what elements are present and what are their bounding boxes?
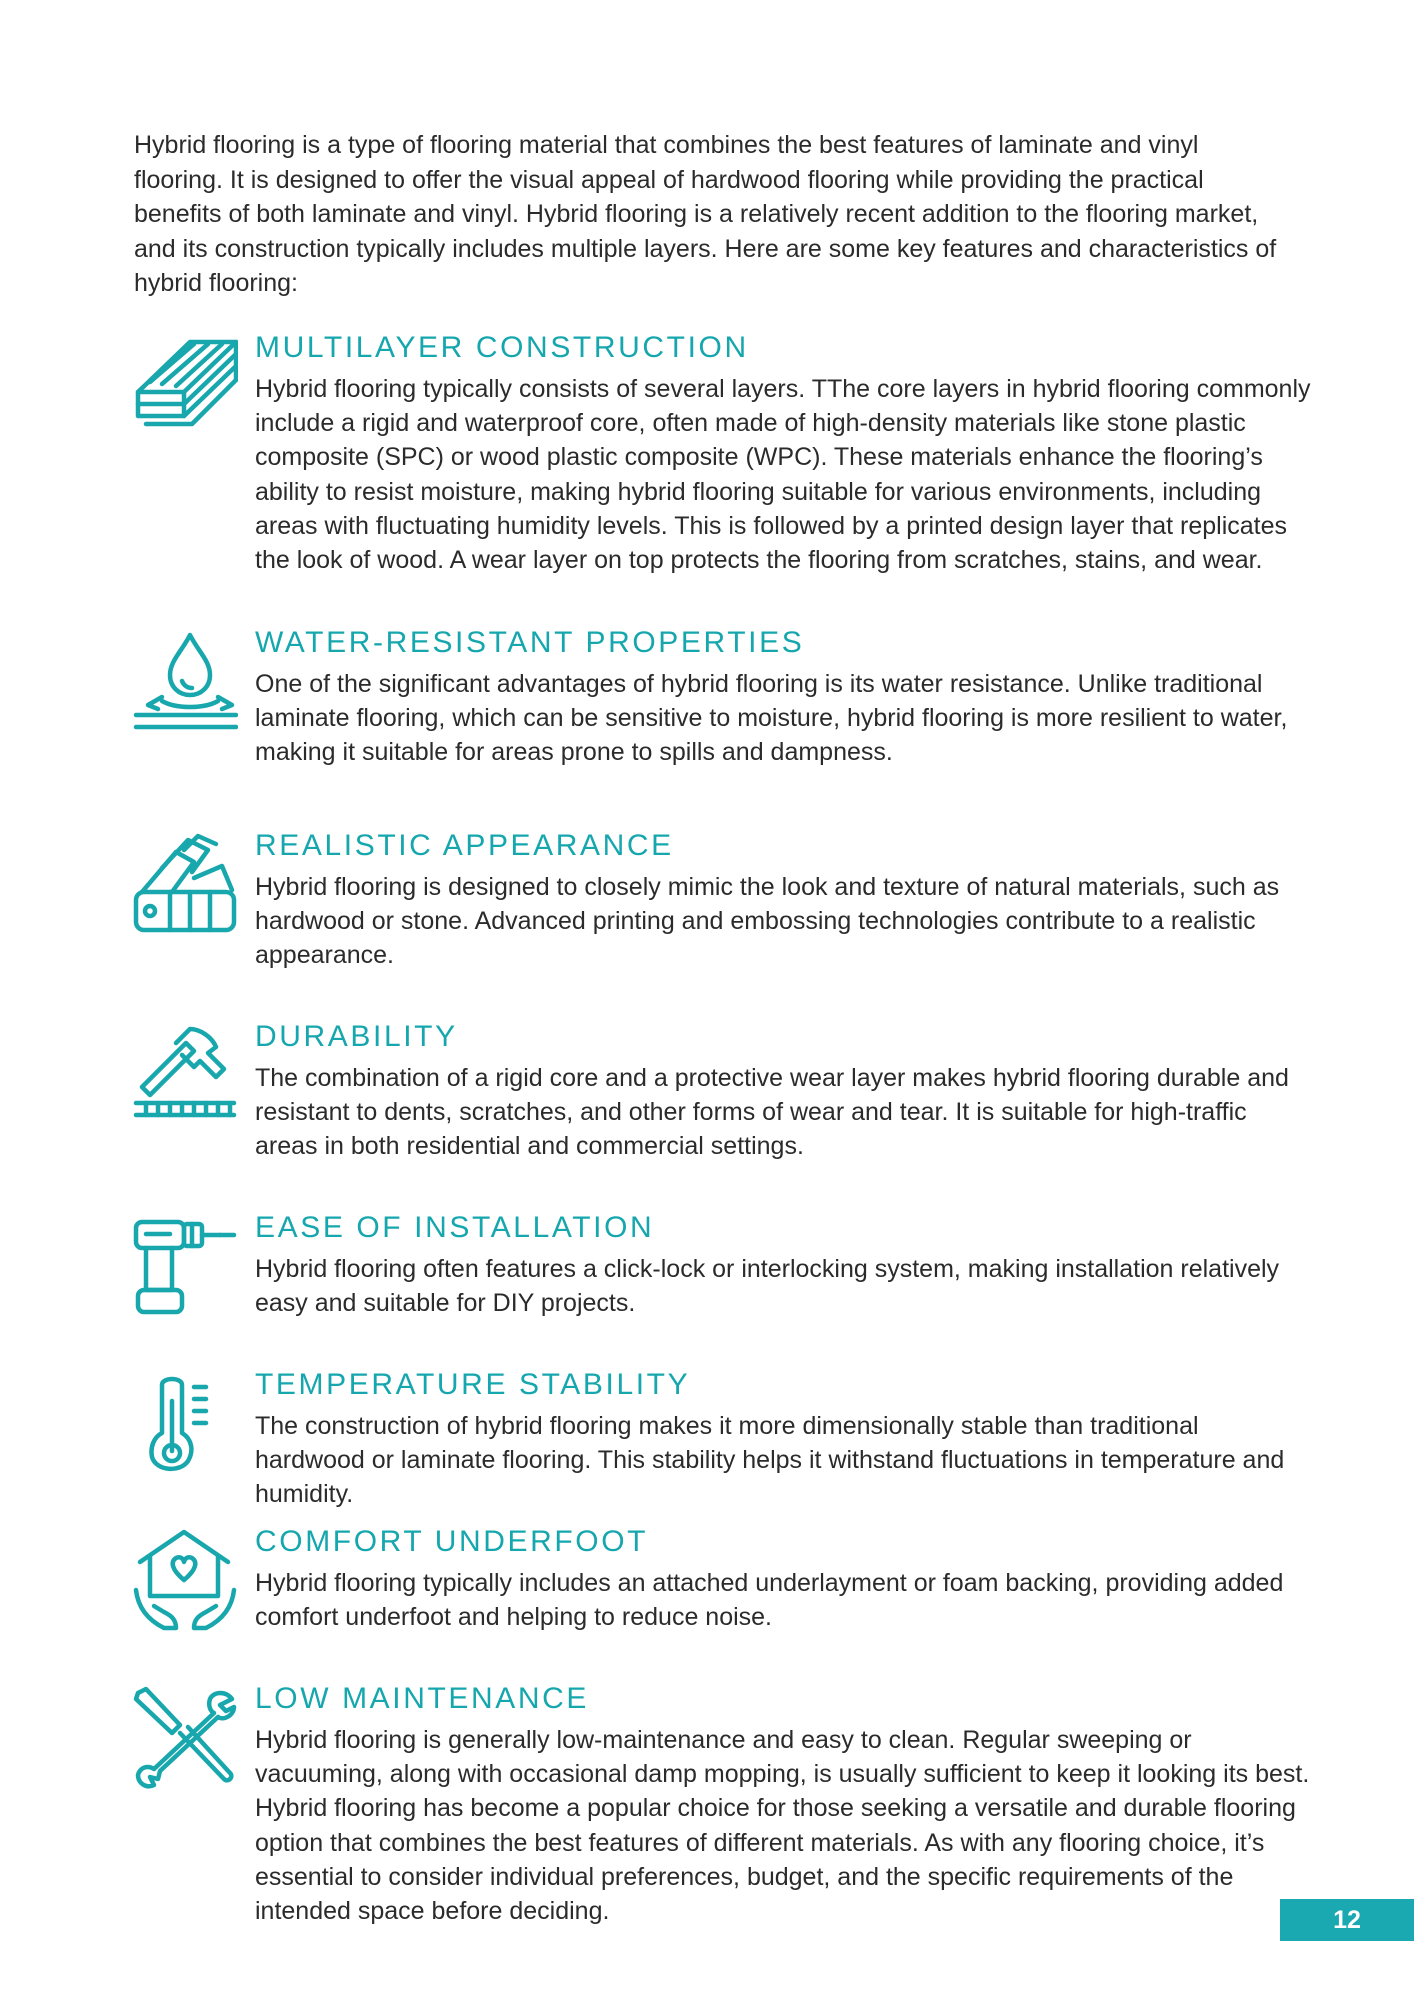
feature-title: REALISTIC APPEARANCE	[255, 829, 674, 862]
feature-title: EASE OF INSTALLATION	[255, 1211, 655, 1244]
home-care-icon	[132, 1528, 238, 1634]
feature-title: TEMPERATURE STABILITY	[255, 1368, 691, 1401]
thermometer-icon	[132, 1371, 238, 1477]
feature-title: LOW MAINTENANCE	[255, 1682, 590, 1715]
wood-planks-icon	[132, 334, 238, 440]
feature-body: Hybrid flooring typically includes an attached underlayment or foam backing, providing added comfort underfoot and helping to reduce noise.	[255, 1569, 1284, 1632]
page-number-badge: 12	[1280, 1899, 1414, 1941]
water-drop-icon	[132, 629, 238, 735]
feature-title: COMFORT UNDERFOOT	[255, 1525, 649, 1558]
feature-title: MULTILAYER CONSTRUCTION	[255, 331, 749, 364]
tools-icon	[132, 1685, 238, 1791]
feature-body: One of the significant advantages of hybrid flooring is its water resistance. Unlike traditional laminate flooring, which can be sensitive to moisture, hybrid flooring is more resilient to water, making it suitable for areas prone to spills and dampness.	[255, 670, 1288, 767]
feature-title: WATER-RESISTANT PROPERTIES	[255, 626, 805, 659]
feature-body: Hybrid flooring is designed to closely mimic the look and texture of natural materials, such as hardwood or stone. Advanced printing and embossing technologies contribute to a realistic appearance.	[255, 873, 1280, 970]
feature-body: The combination of a rigid core and a protective wear layer makes hybrid flooring durable and resistant to dents, scratches, and other forms of wear and tear. It is suitable for high-traffic areas in both residential and commercial settings.	[255, 1064, 1289, 1161]
feature-title: DURABILITY	[255, 1020, 458, 1053]
intro-paragraph: Hybrid flooring is a type of flooring material that combines the best features of laminate and vinyl flooring. It is designed to offer the visual appeal of hardwood flooring while providing the practical benefits of both laminate and vinyl. Hybrid flooring is a relatively recent addition to the flooring market, and its construction typically includes multiple layers. Here are some key features and characteristics of hybrid flooring:	[134, 131, 1277, 297]
feature-body: Hybrid flooring often features a click-lock or interlocking system, making installation relatively easy and suitable for DIY projects.	[255, 1255, 1280, 1318]
feature-body: Hybrid flooring typically consists of several layers. TThe core layers in hybrid flooring commonly include a rigid and waterproof core, often made of high-density materials like stone plastic composite (SPC) or wood plastic composite (WPC). These materials enhance the flooring’s ability to resist moisture, making hybrid flooring suitable for various environments, including areas with fluctuating humidity levels. This is followed by a printed design layer that replicates the look of wood. A wear layer on top protects the flooring from scratches, stains, and wear.	[255, 375, 1311, 575]
hammer-icon	[132, 1023, 238, 1129]
feature-body: Hybrid flooring is generally low-maintenance and easy to clean. Regular sweeping or vacuuming, along with occasional damp mopping, is usually sufficient to keep it looking its best. Hybrid flooring has become a popular choice for those seeking a versatile and durable flooring option that combines the best features of different materials. As with any flooring choice, it’s essential to consider individual preferences, budget, and the specific requirements of the intended space before deciding.	[255, 1726, 1310, 1926]
color-swatch-icon	[132, 832, 238, 938]
drill-icon	[132, 1214, 238, 1320]
feature-body: The construction of hybrid flooring makes it more dimensionally stable than traditional hardwood or laminate flooring. This stability helps it withstand fluctuations in temperature and humidity.	[255, 1412, 1285, 1509]
